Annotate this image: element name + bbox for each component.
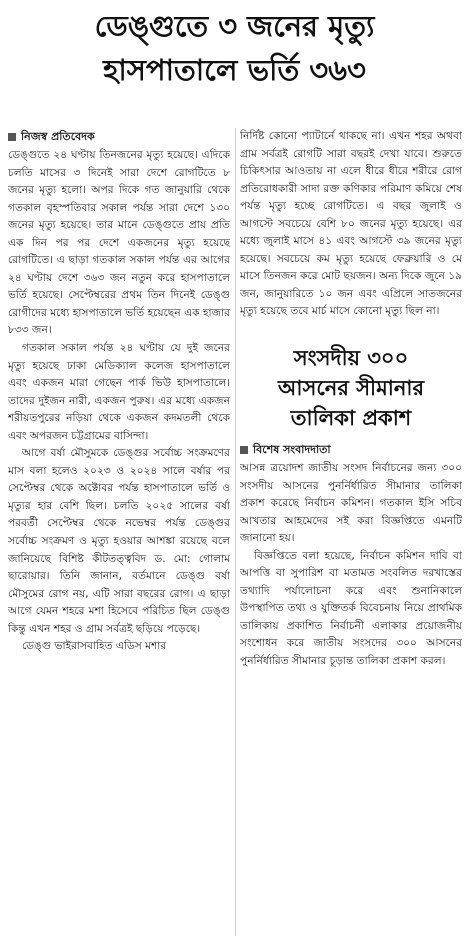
- election-headline-line-2: আসনের সীমানার: [277, 376, 424, 401]
- dengue-paragraph-2: গতকাল সকাল পর্যন্ত ২৪ ঘণ্টায় যে দুই জনের মৃত্যু হয়েছে ঢাকা মেডিক্যাল কলেজ হাসপাতালে এবং একজন মারা গেছেন পার্ক ভিউ হাসপাতালে। তাদের দুইজন নারী, একজন পুরুষ। এর মধ্যে একজন শরীয়তপুরের নড়িয়া থেকে একজন কদমতলী থেকে এবং অপরজন চট্টগ্রামের বাসিন্দা।: [8, 342, 230, 442]
- byline-dengue: [8, 128, 230, 146]
- dengue-paragraph-1: ডেঙ্গুতে ২৪ ঘণ্টায় তিনজনের মৃত্যু হয়েছে। এদিকে চলতি মাসের ৩ দিনেই সারা দেশে রোগটিতে ৮ জনের মৃত্যু হলো। অপর দিকে গত জানুয়ারি থেকে গতকাল বৃহস্পতিবার সকাল পর্যন্ত সারা দেশে ১৩০ জনের মৃত্যু হয়েছে। তার মানে ডেঙ্গুতে প্রায় প্রতি এক দিন পর পর দেশে একজনের মৃত্যু হয়েছে রোগটিতে। এ ছাড়া গতকাল সকাল পর্যন্ত এর আগের ২৪ ঘণ্টায় দেশে ৩৬৩ জন নতুন করে হাসপাতালে ভর্তি হয়েছে। সেপ্টেম্বরের প্রথম তিন দিনেই ডেঙ্গু রোগীদের মধ্যে হাসপাতালে ভর্তি হয়েছেন এক হাজার ৮৩৩ জন।: [8, 149, 230, 337]
- election-headline-line-3: তালিকা প্রকাশ: [290, 406, 412, 431]
- byline-text: বিশেষ সংবাদদাতা: [253, 443, 331, 457]
- dengue-paragraph-4: ডেঙ্গু ভাইরাসবাহিত এডিস মশার: [22, 640, 167, 653]
- byline-text: নিজস্ব প্রতিবেদক: [21, 130, 95, 143]
- dengue-paragraph-3: আগে বর্ষা মৌসুমকে ডেঙ্গুর সর্বোচ্চ সংক্রমণের মাস বলা হলেও ২০২৩ ও ২০২৪ সালে বর্ষার পর সেপ্টেম্বর থেকে অক্টোবর পর্যন্ত হাসপাতালে ভর্তি ও মৃত্যুর হার বেশি ছিল। চলতি ২০২৫ সালের বর্ষা পরবর্তী সেপ্টেম্বর থেকে নভেম্বর পর্যন্ত ডেঙ্গুর সর্বোচ্চ সংক্রমণ ও মৃত্যু হওয়ার আশঙ্কা রয়েছে বলে জানিয়েছে বিশিষ্ট কীটতত্ত্ববিদ ড. মো: গোলাম ছারোয়ার। তিনি জানান, বর্তমানে ডেঙ্গু বর্ষা মৌসুমের রোগ নয়, এটি সারা বছরের রোগ। এ ছাড়া আগে যেমন শহরে মশা হিসেবে পরিচিত ছিল ডেঙ্গু কিন্তু এখন শহর ও গ্রাম সর্বত্রই ছড়িয়ে পড়েছে।: [8, 447, 230, 635]
- byline-bullet-icon: [240, 446, 248, 454]
- byline-bullet-icon: [8, 133, 16, 141]
- right-column: [240, 128, 462, 936]
- election-paragraph-1: আসন্ন ত্রয়োদশ জাতীয় সংসদ নির্বাচনের জন্য ৩০০ সংসদীয় আসনের পুনর্নির্ধারিত সীমানার তালিকা প্রকাশ করেছে নির্বাচন কমিশন। গতকাল ইসি সচিব আখতার আহমেদের সই করা বিজ্ঞপ্তিতে এমনটি জানানো হয়।: [240, 462, 462, 545]
- election-headline-line-1: সংসদীয় ৩০০: [293, 346, 409, 371]
- byline-election: [240, 441, 462, 459]
- election-paragraph-2: বিজ্ঞপ্তিতে বলা হয়েছে, নির্বাচন কমিশন দাবি বা আপত্তি বা সুপারিশ বা মতামত সংবলিত দরখাস্তের তথ্যাদি পর্যালোচনা করে এবং শুনানিকালে উপস্থাপিত তথ্য ও যুক্তিতর্ক বিবেচনায় নিয়ে প্রাথমিক তালিকায় প্রকাশিত নির্বাচনী এলাকার প্রয়োজনীয় সংশোধন করে জাতীয় সংসদের ৩০০ আসনের পুনর্নির্ধারিত সীমানার চূড়ান্ত তালিকা প্রকাশ করল।: [240, 549, 462, 668]
- headline-line-1: ডেঙ্গুতে ৩ জনের মৃত্যু: [94, 9, 375, 43]
- headline-line-2: হাসপাতালে ভর্তি ৩৬৩: [103, 53, 366, 87]
- article-dengue-left-column: [8, 128, 230, 936]
- main-headline: [0, 6, 469, 90]
- election-headline: [240, 343, 462, 433]
- dengue-paragraph-continued: নির্দিষ্ট কোনো প্যাটার্নে থাকছে না। এখন শহর অথবা গ্রাম সর্বত্রই রোগটি সারা বছরই দেখা যাবে। শুরুতে চিকিৎসার আওতায় না এলে ধীরে ধীরে শরীরে রোগ প্রতিরোধকারী সাদা রক্ত কণিকার পরিমাণ কমিয়ে শেষ পর্যন্ত মৃত্যু হচ্ছে রোগটিতে। এ বছর জুলাই ও আগস্টে সবচেয়ে বেশি ৮০ জনের মৃত্যু হয়েছে। এর মধ্যে জুলাই মাসে ৪১ এবং আগস্টে ৩৯ জনের মৃত্যু হয়েছে। সবচেয়ে কম মৃত্যু হয়েছে ফেব্রুয়ারি ও মে মাসে তিনজন করে মোট ছয়জন। অন্য দিকে জুনে ১৯ জন, জানুয়ারিতে ১০ জন এবং এপ্রিলে সাতজনের মৃত্যু হয়েছে তবে মার্চ মাসে কোনো মৃত্যু ছিল না।: [240, 130, 462, 318]
- column-divider: [235, 128, 236, 936]
